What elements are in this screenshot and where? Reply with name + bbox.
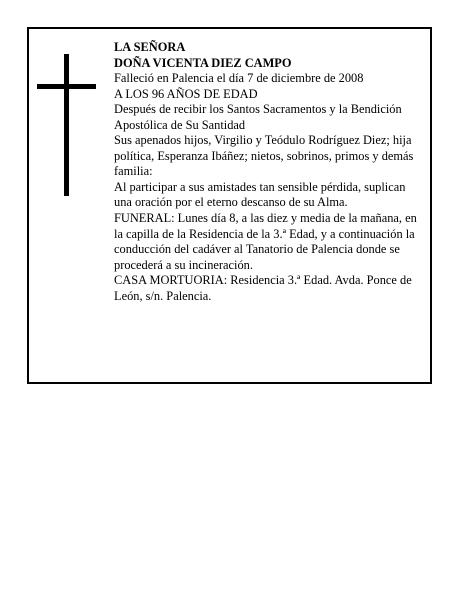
- obituary-text: [114, 40, 426, 304]
- latin-cross-icon: [64, 54, 69, 196]
- deceased-name: DOÑA VICENTA DIEZ CAMPO: [114, 55, 292, 70]
- latin-cross-icon-bar: [37, 84, 96, 89]
- family-paragraph: Sus apenados hijos, Virgilio y Teódulo Rodríguez Diez; hija política, Esperanza Ibáñez; nietos, sobrinos, primos y demás familia:: [114, 133, 414, 179]
- mortuary-paragraph: CASA MORTUORIA: Residencia 3.ª Edad. Avda. Ponce de León, s/n. Palencia.: [114, 273, 412, 303]
- sacraments-paragraph: Después de recibir los Santos Sacramentos y la Bendición Apostólica de Su Santidad: [114, 102, 402, 132]
- obituary-title: LA SEÑORA: [114, 40, 186, 54]
- death-date-line: Falleció en Palencia el día 7 de diciembre de 2008: [114, 71, 364, 86]
- age-line: A LOS 96 AÑOS DE EDAD: [114, 86, 258, 101]
- request-paragraph: Al participar a sus amistades tan sensible pérdida, suplican una oración por el eterno descanso de su Alma.: [114, 179, 406, 210]
- funeral-paragraph: FUNERAL: Lunes día 8, a las diez y media de la mañana, en la capilla de la Residencia de la 3.ª Edad, y a continuación la conducción del cadáver al Tanatorio de Palencia donde se procederá a su incineración.: [114, 211, 417, 272]
